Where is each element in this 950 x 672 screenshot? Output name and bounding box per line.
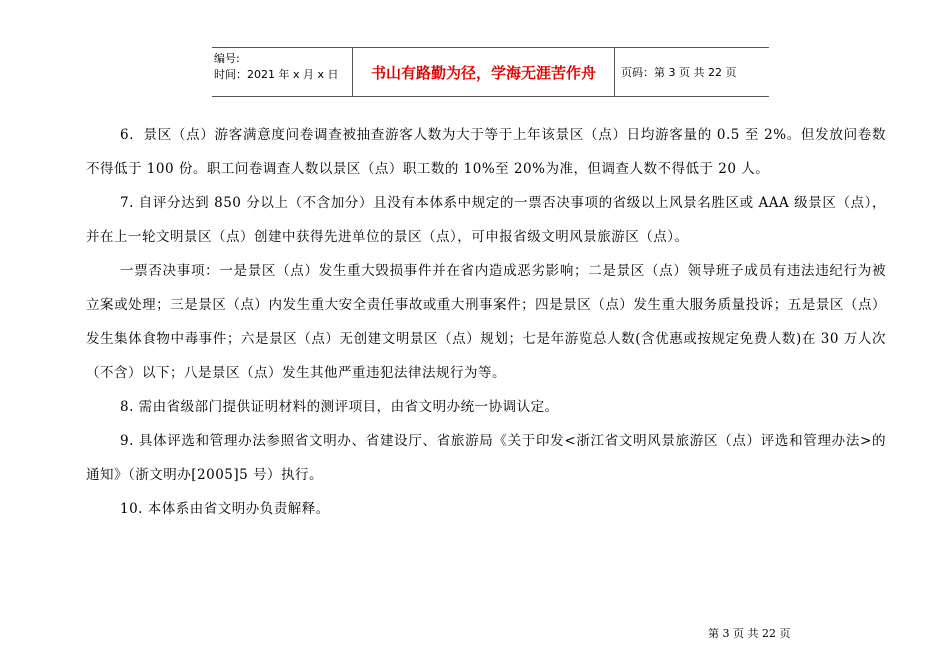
time-label: 时间：2021 年 x 月 x 日 [214,68,339,81]
header-meta [212,48,353,96]
header-page-label: 页码：第 3 页 共 22 页 [621,66,737,79]
paragraph-8: 8. 需由省级部门提供证明材料的测评项目，由省文明办统一协调认定。 [120,399,559,415]
number-label: 编号: [214,52,240,65]
page-header [212,47,769,97]
page-footer: 第 3 页 共 22 页 [708,627,791,640]
document-body [86,118,886,526]
paragraph-7: 7. 自评分达到 850 分以上（不含加分）且没有本体系中规定的一票否决事项的省级以上风景名胜区或 AAA 级景区（点），并在上一轮文明景区（点）创建中获得先进单位的景区（点），可申报省级文明风景旅游区（点）。 [86,195,886,245]
header-motto: 书山有路勤为径，学海无涯苦作舟 [353,48,615,96]
paragraph-9: 9. 具体评选和管理办法参照省文明办、省建设厅、省旅游局《关于印发<浙江省文明风景旅游区（点）评选和管理办法>的通知》（浙文明办[2005]5 号）执行。 [86,433,886,483]
paragraph-6: 6．景区（点）游客满意度问卷调查被抽查游客人数为大于等于上年该景区（点）日均游客量的 0.5 至 2%。但发放问卷数不得低于 100 份。职工问卷调查人数以景区（点）职工数的 10%至 20%为准，但调查人数不得低于 20 人。 [86,127,886,177]
paragraph-10: 10. 本体系由省文明办负责解释。 [120,501,330,517]
paragraph-veto-items: 一票否决事项：一是景区（点）发生重大毁损事件并在省内造成恶劣影响；二是景区（点）领导班子成员有违法违纪行为被立案或处理；三是景区（点）内发生重大安全责任事故或重大刑事案件；四是景区（点）发生重大服务质量投诉；五是景区（点）发生集体食物中毒事件；六是景区（点）无创建文明景区（点）规划；七是年游览总人数(含优惠或按规定免费人数)在 30 万人次（不含）以下；八是景区（点）发生其他严重违犯法律法规行为等。 [86,263,886,381]
